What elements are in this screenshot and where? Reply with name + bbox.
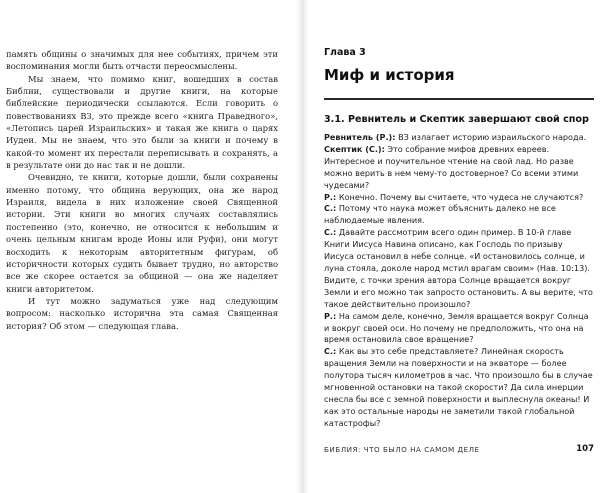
dialogue-line [324,203,594,227]
page-number: 107 [576,444,594,454]
dialogue-text: Давайте рассмотрим всего один пример. В 10-й главе Книги Иисуса Навина описано, как Господь по призыву Иисуса остановил в небе солнце. «И остановилось солнце, и луна стояла, доколе народ мстил врагам своим» (Нав. 10:13). Видите, с точки зрения автора Солнце вращается вокруг Земли и его можно так запросто остановить. А вы верите, что такое действительно произошло? [324,227,593,309]
dialogue-line [324,227,594,310]
left-paragraph-4: И тут можно задуматься уже над следующим вопросом: насколько исторична эта самая Священная история? Об этом — следующая глава. [6,295,278,331]
speaker-label: Р.: [324,310,337,321]
dialogue-line [324,132,594,144]
speaker-label: Р.: [324,191,337,202]
dialogue-text: Как вы это себе представляете? Линейная скорость вращения Земли на поверхности и на экваторе — более полутора тысяч километров в час. Что произошло бы в случае мгновенной остановки на такой скорости? Да сила инерции снесла бы все с земной поверхности и выплеснула океаны! И как это остальные народы не заметили такой глобальной катастрофы? [324,346,593,428]
dialogue-line [324,311,594,347]
chapter-label: Глава 3 [324,47,366,58]
page-footer [324,445,594,454]
section-title: 3.1. Ревнитель и Скептик завершают свой спор [324,114,589,125]
chapter-title: Миф и история [324,66,455,84]
speaker-label: С.: [324,203,337,214]
speaker-label: С.: [324,227,337,238]
dialogue-line [324,346,594,429]
dialogue-text: Потому что наука может объяснить далеко не все наблюдаемые явления. [324,203,556,226]
left-paragraph-2: Мы знаем, что помимо книг, вошедших в состав Библии, существовали и другие книги, на которые библейские периодически ссылаются. Если говорить о повествованиях ВЗ, это прежде всего «книга Праведного», «Летопись царей Израильских» и такая же книга о царях Иудеи. Мы не знаем, что это были за книги и почему в какой-то момент их перестали переписывать и сохранять, а в результате они до нас так и не дошли. [6,73,278,171]
left-page [6,48,278,332]
page-gutter [296,0,308,493]
right-page [324,0,600,493]
dialogue-line [324,144,594,192]
dialogue-text: На самом деле, конечно, Земля вращается вокруг Солнца и вокруг своей оси. Но почему не предположить, что она на время остановила свое вращение? [324,310,589,345]
left-paragraph-3: Очевидно, те книги, которые дошли, были сохранены именно потому, что община верующих, она же народ Израиля, видела в них изложение своей Священной истории. Эти книги во многих случаях составлялись постепенно (это, конечно, не относится к небольшим и очень цельным книгам вроде Ионы или Руфи), они могут восходить к некоторым авторитетным фигурам, об историчности которых судить бывает трудно, но авторство все же скорее остается за общиной — она же наделяет книги авторитетом. [6,172,278,294]
dialogue [324,132,594,430]
dialogue-text: Конечно. Почему вы считаете, что чудеса не случаются? [336,191,584,202]
chapter-divider [324,98,594,100]
running-title: БИБЛИЯ: ЧТО БЫЛО НА САМОМ ДЕЛЕ [324,445,480,454]
speaker-label: Скептик (С.): [324,143,385,154]
dialogue-line [324,192,594,204]
dialogue-text: Это собрание мифов древних евреев. Интересное и поучительное чтение на свой лад. Но разве можно верить в нем чему-то достоверное? Со всеми этими чудесами? [324,143,579,190]
left-paragraph-1: память общины о значимых для нее событиях, причем эти воспоминания могли быть отчасти переосмыслены. [6,49,278,72]
speaker-label: С.: [324,346,337,357]
speaker-label: Ревнитель (Р.): [324,132,396,142]
dialogue-text: ВЗ излагает историю израильского народа. [395,132,587,142]
